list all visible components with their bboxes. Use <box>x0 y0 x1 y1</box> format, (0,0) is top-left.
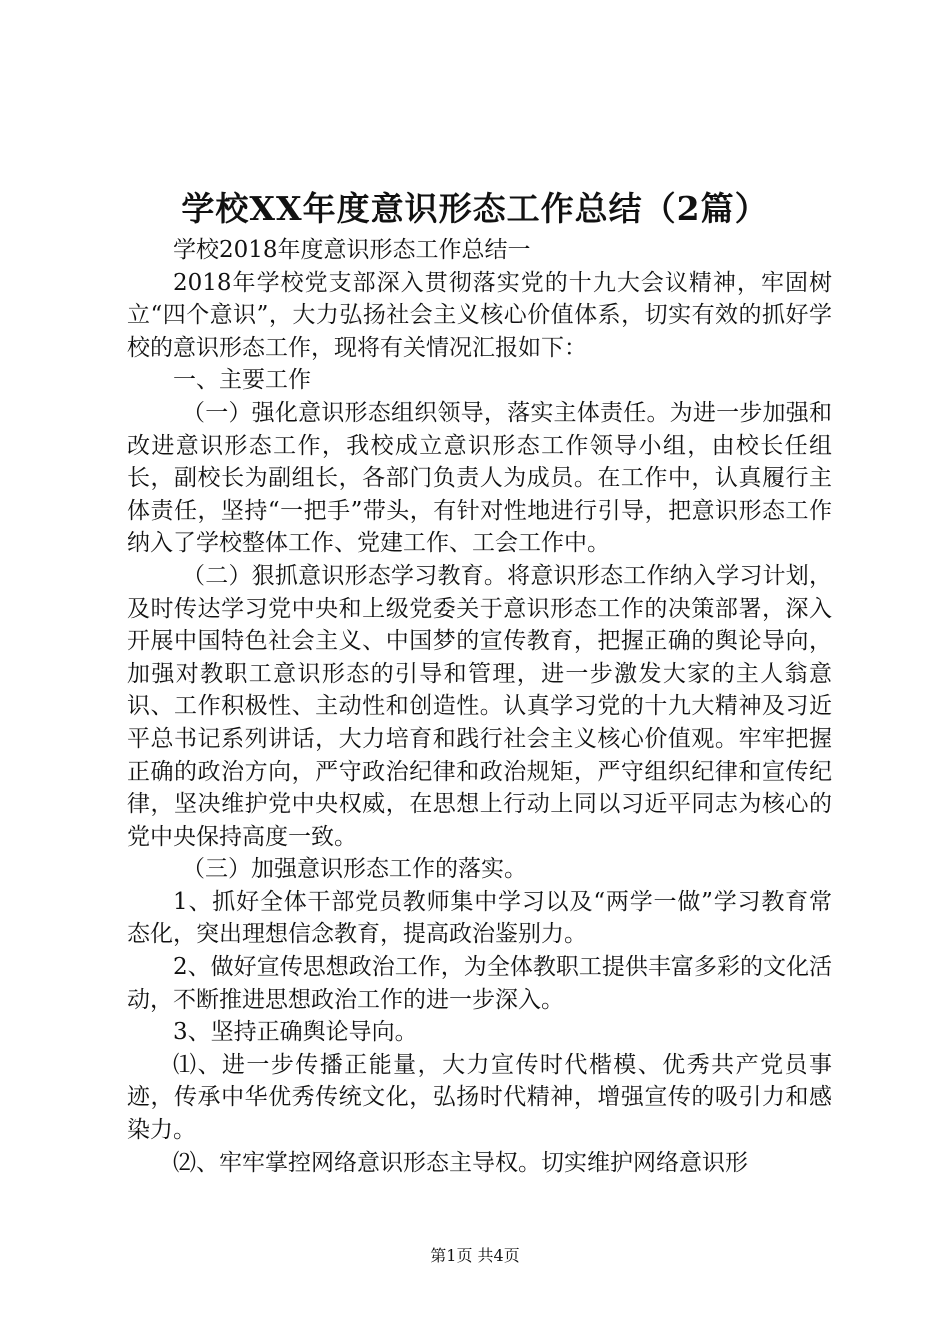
subsection-heading: （三）加强意识形态工作的落实。 <box>182 856 527 883</box>
body-paragraph: （一）强化意识形态组织领导，落实主体责任。为进一步加强和改进意识形态工作，我校成立意识形态工作领导小组，由校长任组长，副校长为副组长，各部门负责人为成员。在工作中，认真履行主体责任，坚持“一把手”带头，有针对性地进行引导，把意识形态工作纳入了学校整体工作、党建工作、工会工作中。 <box>127 399 832 557</box>
list-item: 3、坚持正确舆论导向。 <box>173 1019 418 1046</box>
section-heading: 一、主要工作 <box>173 367 311 394</box>
list-item: 2、做好宣传思想政治工作，为全体教职工提供丰富多彩的文化活动，不断推进思想政治工作的进一步深入。 <box>127 954 832 1013</box>
list-item: ⑵、牢牢掌控网络意识形态主导权。切实维护网络意识形 <box>173 1149 748 1176</box>
document-body <box>127 234 832 1179</box>
page-number: 第1页 共4页 <box>430 1246 520 1265</box>
subtitle-paragraph: 学校2018年度意识形态工作总结一 <box>173 237 531 263</box>
intro-paragraph: 2018年学校党支部深入贯彻落实党的十九大会议精神，牢固树立“四个意识”，大力弘扬社会主义核心价值体系，切实有效的抓好学校的意识形态工作，现将有关情况汇报如下： <box>127 269 832 361</box>
list-item: ⑴、进一步传播正能量，大力宣传时代楷模、优秀共产党员事迹，传承中华优秀传统文化，弘扬时代精神，增强宣传的吸引力和感染力。 <box>127 1051 832 1144</box>
list-item: 1、抓好全体干部党员教师集中学习以及“两学一做”学习教育常态化，突出理想信念教育，提高政治鉴别力。 <box>127 888 832 948</box>
body-paragraph: （二）狠抓意识形态学习教育。将意识形态工作纳入学习计划，及时传达学习党中央和上级党委关于意识形态工作的决策部署，深入开展中国特色社会主义、中国梦的宣传教育，把握正确的舆论导向，加强对教职工意识形态的引导和管理，进一步激发大家的主人翁意识、工作积极性、主动性和创造性。认真学习党的十九大精神及习近平总书记系列讲话，大力培育和践行社会主义核心价值观。牢牢把握正确的政治方向，严守政治纪律和政治规矩，严守组织纪律和宣传纪律，坚决维护党中央权威，在思想上行动上同以习近平同志为核心的党中央保持高度一致。 <box>127 562 832 850</box>
document-title: 学校XX年度意识形态工作总结（2篇） <box>181 189 769 228</box>
